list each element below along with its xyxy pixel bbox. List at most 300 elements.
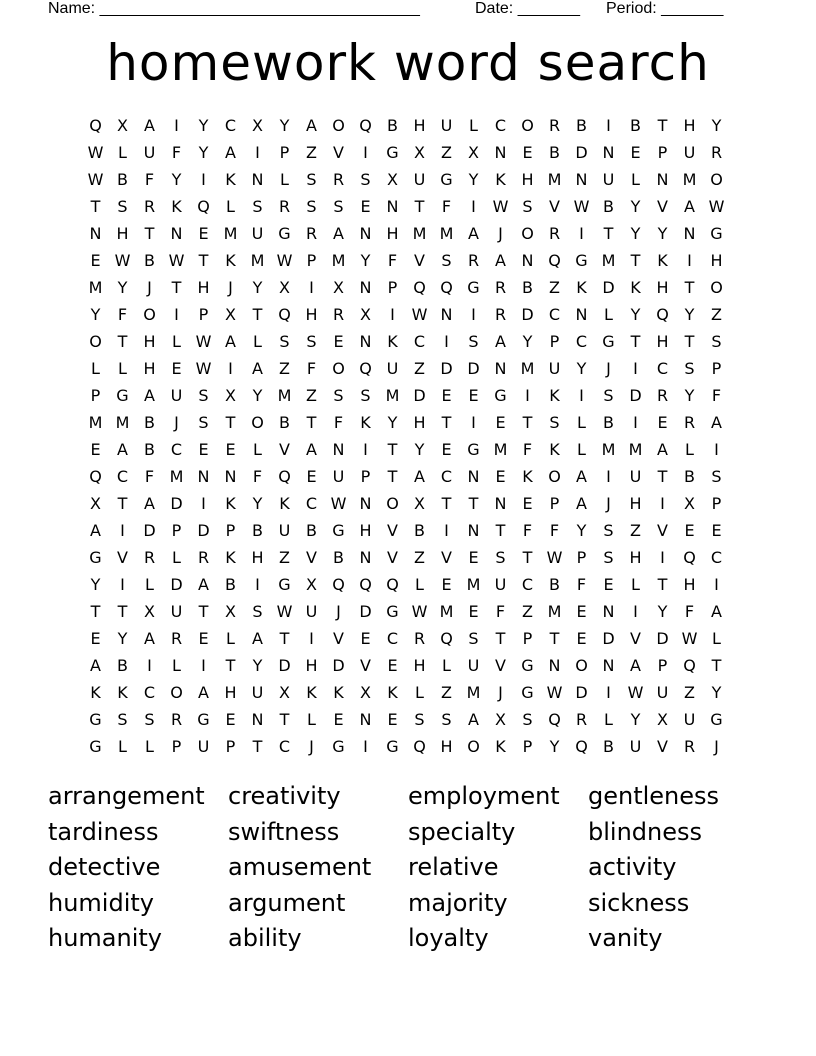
grid-letter: H (656, 278, 669, 297)
grid-letter: U (305, 602, 318, 621)
grid-letter: V (387, 521, 398, 540)
grid-letter: S (603, 386, 614, 405)
grid-letter: M (682, 170, 697, 189)
grid-letter: T (117, 602, 128, 621)
grid-letter: B (549, 575, 560, 594)
letter-grid (82, 112, 730, 760)
grid-letter: R (332, 170, 345, 189)
grid-letter: B (603, 413, 614, 432)
grid-letter: E (360, 197, 371, 216)
grid-letter: O (521, 116, 534, 135)
grid-letter: H (116, 224, 129, 243)
grid-letter: N (494, 494, 507, 513)
grid-letter: U (629, 737, 642, 756)
grid-letter: A (198, 683, 209, 702)
grid-letter: Q (278, 305, 291, 324)
grid-letter: B (576, 116, 587, 135)
grid-letter: J (228, 278, 233, 297)
grid-letter: I (120, 521, 125, 540)
grid-letter: Y (684, 305, 695, 324)
grid-letter: T (387, 467, 398, 486)
grid-letter: X (252, 116, 263, 135)
grid-letter: F (711, 386, 722, 405)
grid-letter: N (521, 251, 534, 270)
grid-letter: S (603, 548, 614, 567)
grid-letter: B (549, 143, 560, 162)
grid-letter: O (143, 305, 156, 324)
grid-letter: W (546, 548, 563, 567)
grid-letter: O (521, 224, 534, 243)
grid-letter: T (117, 332, 128, 351)
grid-letter: I (363, 440, 368, 459)
grid-letter: N (386, 197, 399, 216)
grid-letter: R (278, 197, 291, 216)
grid-letter: C (494, 116, 507, 135)
grid-letter: W (195, 332, 212, 351)
grid-letter: D (197, 521, 210, 540)
grid-letter: N (683, 224, 696, 243)
grid-letter: L (226, 197, 235, 216)
grid-letter: C (305, 494, 318, 513)
grid-letter: N (440, 305, 453, 324)
grid-letter: Y (360, 251, 371, 270)
grid-letter: K (576, 278, 587, 297)
grid-letter: N (359, 332, 372, 351)
grid-letter: A (144, 629, 155, 648)
grid-letter: H (305, 656, 318, 675)
grid-letter: F (441, 197, 452, 216)
grid-letter: L (604, 305, 613, 324)
grid-letter: Q (386, 575, 399, 594)
grid-letter: V (387, 548, 398, 567)
grid-letter: S (198, 386, 209, 405)
grid-letter: Q (548, 251, 561, 270)
grid-letter: D (413, 386, 426, 405)
grid-letter: F (333, 413, 344, 432)
grid-letter: K (495, 737, 506, 756)
grid-letter: A (252, 629, 263, 648)
grid-letter: I (201, 170, 206, 189)
grid-letter: F (495, 602, 506, 621)
grid-letter: T (630, 332, 641, 351)
name-field: Name: ____________________________________ (48, 0, 420, 17)
grid-letter: Y (252, 494, 263, 513)
grid-letter: S (252, 602, 263, 621)
grid-letter: E (576, 629, 587, 648)
grid-letter: L (415, 683, 424, 702)
grid-letter: W (492, 197, 509, 216)
grid-letter: C (575, 332, 588, 351)
grid-letter: Z (441, 683, 452, 702)
word-list-item: gentleness (588, 782, 720, 810)
grid-letter: T (522, 548, 533, 567)
grid-letter: I (390, 305, 395, 324)
grid-letter: K (657, 251, 668, 270)
grid-letter: I (309, 278, 314, 297)
grid-letter: K (225, 170, 236, 189)
grid-letter: E (90, 251, 101, 270)
grid-letter: Y (657, 224, 668, 243)
grid-letter: I (174, 116, 179, 135)
word-list-item: relative (408, 853, 499, 881)
grid-letter: E (333, 332, 344, 351)
grid-letter: U (440, 116, 453, 135)
word-list-item: humanity (48, 924, 162, 952)
grid-letter: J (498, 683, 503, 702)
grid-letter: T (225, 413, 236, 432)
grid-letter: B (522, 278, 533, 297)
grid-letter: N (359, 710, 372, 729)
grid-letter: J (336, 602, 341, 621)
grid-letter: X (360, 305, 371, 324)
grid-letter: D (629, 386, 642, 405)
grid-letter: A (144, 116, 155, 135)
grid-letter: R (683, 413, 696, 432)
grid-letter: B (603, 197, 614, 216)
grid-letter: O (89, 332, 102, 351)
grid-letter: M (331, 251, 346, 270)
grid-letter: S (306, 197, 317, 216)
grid-letter: V (657, 197, 668, 216)
grid-letter: U (629, 467, 642, 486)
grid-letter: M (223, 224, 238, 243)
grid-letter: F (144, 467, 155, 486)
word-list-item: arrangement (48, 782, 205, 810)
grid-letter: E (90, 629, 101, 648)
grid-letter: P (657, 656, 668, 675)
grid-letter: Z (279, 548, 290, 567)
grid-letter: W (168, 251, 185, 270)
grid-letter: B (144, 251, 155, 270)
grid-letter: H (413, 116, 426, 135)
grid-letter: T (90, 602, 101, 621)
grid-letter: H (521, 170, 534, 189)
grid-letter: K (117, 683, 128, 702)
grid-letter: W (276, 251, 293, 270)
grid-letter: N (89, 224, 102, 243)
grid-letter: E (630, 143, 641, 162)
grid-letter: P (225, 521, 236, 540)
grid-letter: X (414, 143, 425, 162)
grid-letter: V (441, 548, 452, 567)
grid-letter: S (306, 170, 317, 189)
grid-letter: I (471, 305, 476, 324)
grid-letter: T (198, 251, 209, 270)
grid-letter: Y (414, 440, 425, 459)
grid-letter: B (144, 440, 155, 459)
grid-letter: E (90, 440, 101, 459)
grid-letter: W (330, 494, 347, 513)
grid-letter: D (656, 629, 669, 648)
grid-letter: V (657, 737, 668, 756)
grid-letter: G (521, 656, 534, 675)
grid-letter: O (251, 413, 264, 432)
grid-letter: M (601, 251, 616, 270)
grid-letter: C (170, 440, 183, 459)
grid-letter: E (198, 440, 209, 459)
grid-letter: G (89, 737, 102, 756)
grid-letter: L (307, 710, 316, 729)
word-list-item: swiftness (228, 817, 340, 846)
grid-letter: V (549, 197, 560, 216)
grid-letter: T (225, 656, 236, 675)
grid-letter: N (359, 224, 372, 243)
grid-letter: Y (630, 710, 641, 729)
grid-letter: V (117, 548, 128, 567)
grid-letter: B (387, 116, 398, 135)
grid-letter: T (549, 629, 560, 648)
grid-letter: U (278, 521, 291, 540)
grid-letter: A (117, 440, 128, 459)
word-list-item: argument (228, 888, 346, 917)
word-list (48, 778, 768, 956)
grid-letter: P (198, 305, 209, 324)
grid-letter: H (386, 224, 399, 243)
grid-letter: K (306, 683, 317, 702)
grid-letter: S (117, 197, 128, 216)
grid-letter: Q (656, 305, 669, 324)
grid-letter: E (171, 359, 182, 378)
grid-letter: E (387, 710, 398, 729)
grid-letter: G (386, 737, 399, 756)
grid-letter: B (225, 575, 236, 594)
grid-letter: A (306, 440, 317, 459)
grid-letter: X (144, 602, 155, 621)
grid-letter: C (548, 305, 561, 324)
grid-letter: C (278, 737, 291, 756)
grid-letter: B (630, 116, 641, 135)
grid-letter: U (602, 170, 615, 189)
grid-letter: N (197, 467, 210, 486)
grid-letter: Y (576, 521, 587, 540)
grid-letter: H (413, 656, 426, 675)
grid-letter: X (117, 116, 128, 135)
grid-letter: E (603, 575, 614, 594)
grid-letter: D (575, 143, 588, 162)
grid-letter: E (468, 548, 479, 567)
word-list-item: employment (408, 782, 560, 810)
word-list-item: detective (48, 853, 161, 881)
grid-letter: R (332, 305, 345, 324)
grid-letter: P (549, 332, 560, 351)
grid-letter: A (306, 116, 317, 135)
grid-letter: M (439, 602, 454, 621)
grid-letter: F (306, 359, 317, 378)
grid-letter: X (657, 710, 668, 729)
grid-letter: G (116, 386, 129, 405)
grid-letter: M (88, 278, 103, 297)
grid-letter: M (115, 413, 130, 432)
grid-letter: U (170, 602, 183, 621)
grid-letter: L (415, 575, 424, 594)
grid-letter: Z (684, 683, 695, 702)
grid-letter: O (386, 494, 399, 513)
grid-letter: L (172, 548, 181, 567)
grid-letter: W (114, 251, 131, 270)
grid-letter: U (170, 386, 183, 405)
grid-letter: N (548, 656, 561, 675)
grid-letter: W (87, 170, 104, 189)
grid-letter: G (197, 710, 210, 729)
grid-letter: O (332, 116, 345, 135)
grid-letter: A (495, 251, 506, 270)
grid-letter: I (228, 359, 233, 378)
grid-letter: E (657, 413, 668, 432)
grid-letter: T (603, 224, 614, 243)
grid-letter: L (631, 575, 640, 594)
grid-letter: R (143, 548, 156, 567)
grid-letter: E (522, 143, 533, 162)
grid-letter: D (170, 494, 183, 513)
grid-letter: I (120, 575, 125, 594)
grid-letter: P (576, 548, 587, 567)
grid-letter: G (332, 521, 345, 540)
grid-letter: T (495, 629, 506, 648)
date-field: Date: _______ (475, 0, 580, 17)
grid-letter: Z (549, 278, 560, 297)
grid-letter: M (628, 440, 643, 459)
grid-letter: I (606, 467, 611, 486)
grid-letter: L (442, 656, 451, 675)
grid-letter: A (684, 197, 695, 216)
grid-letter: Y (630, 305, 641, 324)
grid-letter: E (225, 440, 236, 459)
grid-letter: G (710, 224, 723, 243)
grid-letter: A (198, 575, 209, 594)
grid-letter: P (522, 737, 533, 756)
grid-letter: E (684, 521, 695, 540)
word-list-item: ability (228, 924, 302, 952)
grid-letter: F (522, 521, 533, 540)
grid-letter: H (629, 494, 642, 513)
grid-letter: G (386, 143, 399, 162)
grid-letter: Y (657, 602, 668, 621)
grid-letter: Q (413, 737, 426, 756)
grid-letter: S (603, 521, 614, 540)
grid-letter: G (278, 575, 291, 594)
grid-letter: T (414, 197, 425, 216)
grid-letter: P (279, 143, 290, 162)
grid-letter: L (226, 629, 235, 648)
grid-letter: M (520, 359, 535, 378)
period-field: Period: _______ (606, 0, 724, 17)
grid-letter: D (602, 629, 615, 648)
grid-letter: X (279, 278, 290, 297)
grid-letter: T (306, 413, 317, 432)
grid-letter: I (606, 683, 611, 702)
grid-letter: E (225, 710, 236, 729)
grid-letter: P (657, 143, 668, 162)
grid-letter: S (468, 332, 479, 351)
grid-letter: L (685, 440, 694, 459)
grid-letter: K (225, 494, 236, 513)
grid-letter: T (252, 737, 263, 756)
grid-letter: E (468, 602, 479, 621)
grid-letter: I (579, 224, 584, 243)
grid-letter: D (467, 359, 480, 378)
grid-letter: L (577, 413, 586, 432)
grid-letter: W (546, 683, 563, 702)
grid-letter: Y (576, 359, 587, 378)
grid-letter: X (225, 386, 236, 405)
grid-letter: E (711, 521, 722, 540)
grid-letter: Y (117, 629, 128, 648)
grid-letter: M (412, 224, 427, 243)
grid-letter: U (548, 359, 561, 378)
grid-letter: C (413, 332, 426, 351)
grid-letter: N (602, 656, 615, 675)
grid-letter: I (714, 575, 719, 594)
grid-letter: D (359, 602, 372, 621)
grid-letter: K (279, 494, 290, 513)
grid-letter: I (606, 116, 611, 135)
grid-letter: H (359, 521, 372, 540)
grid-letter: O (575, 656, 588, 675)
grid-letter: G (386, 602, 399, 621)
grid-letter: A (468, 224, 479, 243)
grid-letter: W (681, 629, 698, 648)
grid-letter: R (305, 224, 318, 243)
grid-letter: I (363, 737, 368, 756)
grid-letter: I (633, 413, 638, 432)
grid-letter: M (385, 386, 400, 405)
grid-letter: N (170, 224, 183, 243)
grid-letter: U (656, 683, 669, 702)
grid-letter: W (411, 602, 428, 621)
grid-letter: U (143, 143, 156, 162)
page-title: homework word search (106, 34, 710, 92)
grid-letter: H (305, 305, 318, 324)
grid-letter: W (573, 197, 590, 216)
grid-letter: T (630, 251, 641, 270)
grid-letter: T (279, 629, 290, 648)
grid-letter: M (250, 251, 265, 270)
grid-letter: I (660, 494, 665, 513)
word-list-item: vanity (588, 924, 663, 952)
grid-letter: U (683, 143, 696, 162)
grid-letter: Y (90, 305, 101, 324)
grid-letter: U (197, 737, 210, 756)
grid-letter: K (549, 386, 560, 405)
grid-letter: R (170, 629, 183, 648)
grid-letter: L (280, 170, 289, 189)
grid-letter: K (495, 170, 506, 189)
grid-letter: B (117, 170, 128, 189)
grid-letter: O (710, 170, 723, 189)
grid-letter: A (144, 386, 155, 405)
grid-letter: Q (440, 278, 453, 297)
grid-letter: J (714, 737, 719, 756)
grid-letter: K (387, 332, 398, 351)
grid-letter: D (278, 656, 291, 675)
grid-letter: K (333, 683, 344, 702)
grid-letter: S (360, 386, 371, 405)
grid-letter: P (711, 494, 722, 513)
grid-letter: E (468, 386, 479, 405)
grid-letter: O (710, 278, 723, 297)
grid-letter: S (117, 710, 128, 729)
grid-letter: W (411, 305, 428, 324)
grid-letter: Q (359, 116, 372, 135)
grid-letter: N (359, 278, 372, 297)
grid-letter: I (579, 386, 584, 405)
grid-letter: F (252, 467, 263, 486)
grid-letter: H (683, 575, 696, 594)
grid-letter: M (88, 413, 103, 432)
grid-letter: J (147, 278, 152, 297)
grid-letter: S (495, 548, 506, 567)
grid-letter: I (444, 332, 449, 351)
